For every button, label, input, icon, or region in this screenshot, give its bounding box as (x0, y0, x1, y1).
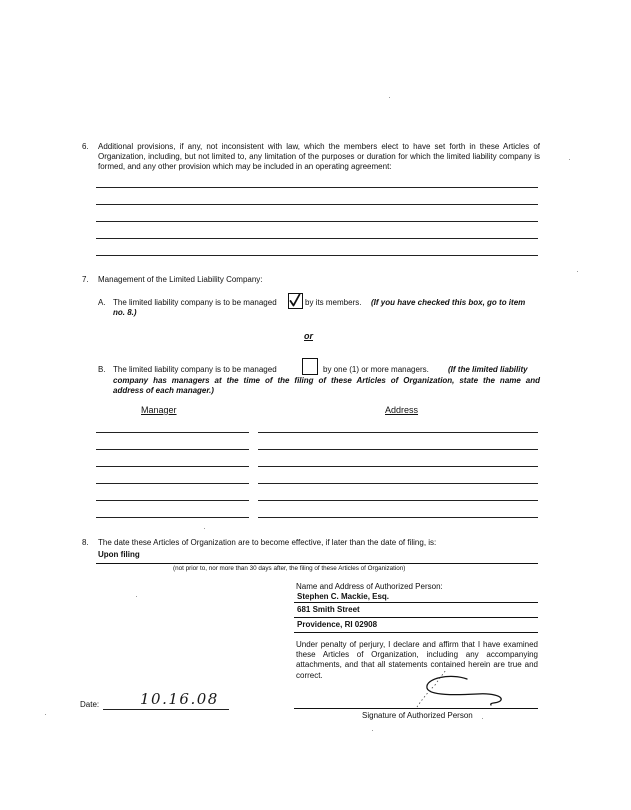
handwritten-date: 10.16.08 (140, 690, 219, 708)
manager-line[interactable] (96, 432, 249, 433)
scan-speck (577, 271, 578, 272)
option-b-checkbox[interactable] (302, 358, 318, 375)
provision-line[interactable] (96, 255, 538, 256)
manager-line[interactable] (96, 466, 249, 467)
option-a-letter: A. (98, 298, 106, 307)
or-separator: or (304, 331, 313, 341)
authorized-street-line[interactable] (294, 617, 538, 618)
provision-line[interactable] (96, 204, 538, 205)
address-line[interactable] (258, 432, 538, 433)
manager-line[interactable] (96, 500, 249, 501)
option-b-letter: B. (98, 365, 106, 374)
option-b-note-line2: company has managers at the time of the filing of these Articles of Organization, state the name and (113, 376, 540, 385)
scan-speck (136, 596, 137, 597)
authorized-city: Providence, RI 02908 (297, 620, 378, 629)
address-column-header: Address (385, 405, 419, 415)
option-a-text2: by its members. (305, 298, 362, 307)
effective-date-note: (not prior to, nor more than 30 days after, the filing of these Articles of Organization) (173, 565, 406, 572)
section-7-number: 7. (82, 275, 89, 284)
option-b-note-line3: address of each manager.) (113, 386, 214, 395)
address-line[interactable] (258, 500, 538, 501)
signature-line[interactable] (294, 708, 538, 709)
authorized-heading: Name and Address of Authorized Person: (296, 582, 443, 591)
authorized-street: 681 Smith Street (297, 605, 360, 614)
signature-label: Signature of Authorized Person (362, 711, 473, 720)
option-b-text2: by one (1) or more managers. (323, 365, 429, 374)
option-a-note: (If you have checked this box, go to item (371, 298, 526, 307)
scan-speck (372, 730, 373, 731)
scan-speck (482, 718, 483, 719)
address-line[interactable] (258, 517, 538, 518)
scan-speck (569, 159, 570, 160)
provision-line[interactable] (96, 187, 538, 188)
scan-speck (204, 528, 205, 529)
scan-speck (389, 97, 390, 98)
section-8-text: The date these Articles of Organization are to become effective, if later than the date of filing, is: (98, 538, 437, 547)
section-6-text: Additional provisions, if any, not inconsistent with law, which the members elect to have set forth in these Articles of Organization, including, but not limited to, any limitation of the purposes or duration for which the limited liability company is formed, and any other provision which may be included in an operating agreement: (98, 142, 540, 172)
manager-line[interactable] (96, 449, 249, 450)
authorized-name: Stephen C. Mackie, Esq. (297, 592, 390, 601)
date-label: Date: (80, 700, 100, 709)
authorized-city-line[interactable] (294, 632, 538, 633)
perjury-statement: Under penalty of perjury, I declare and affirm that I have examined these Articles of Organization, including any accompanying attachments, and that all statements contained herein are true and correct. (296, 640, 538, 680)
section-6-number: 6. (82, 142, 89, 151)
option-b-note: (If the limited liability (448, 365, 528, 374)
scan-speck (45, 714, 46, 715)
provision-line[interactable] (96, 221, 538, 222)
option-b-text: The limited liability company is to be managed (113, 365, 277, 374)
manager-line[interactable] (96, 517, 249, 518)
section-7-title: Management of the Limited Liability Company: (98, 275, 263, 284)
option-a-text: The limited liability company is to be managed (113, 298, 277, 307)
effective-date-line[interactable] (96, 563, 538, 564)
option-a-checkbox[interactable] (288, 293, 303, 309)
manager-column-header: Manager (141, 405, 177, 415)
authorized-name-line[interactable] (294, 602, 538, 603)
option-a-note-cont: no. 8.) (113, 308, 137, 317)
manager-line[interactable] (96, 483, 249, 484)
checkmark-icon (288, 293, 302, 308)
address-line[interactable] (258, 483, 538, 484)
provision-line[interactable] (96, 238, 538, 239)
address-line[interactable] (258, 466, 538, 467)
effective-date-value: Upon filing (98, 550, 140, 559)
address-line[interactable] (258, 449, 538, 450)
section-8-number: 8. (82, 538, 89, 547)
